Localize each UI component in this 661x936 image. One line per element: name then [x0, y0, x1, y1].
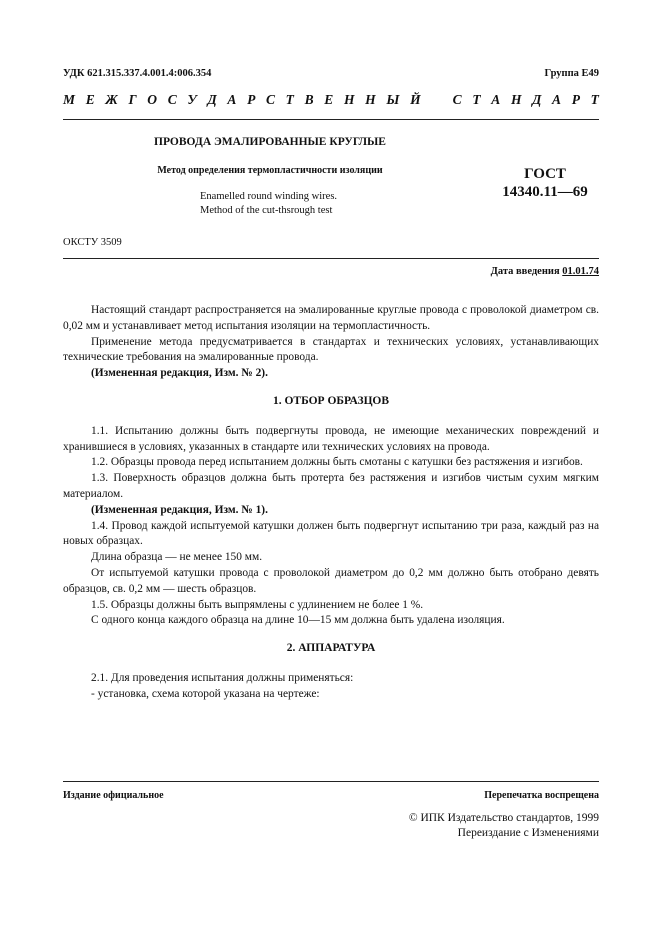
- section-heading-sampling: 1. ОТБОР ОБРАЗЦОВ: [272, 394, 390, 407]
- udk-code: УДК 621.315.337.4.001.4:006.354: [63, 68, 212, 79]
- heading-letter: Н: [343, 92, 355, 107]
- heading-letter: Т: [590, 92, 599, 107]
- header-divider: [63, 119, 599, 120]
- heading-letter: Е: [85, 92, 95, 107]
- gost-label: ГОСТ: [524, 166, 566, 182]
- intro-paragraph: Настоящий стандарт распространяется на эмалированные круглые провода с проволокой диаметром св. 0,02 мм и устанавливает метод испытания изоляции на термопластичность.: [63, 304, 599, 332]
- heading-letter: С: [167, 92, 177, 107]
- clause-1-5: 1.5. Образцы должны быть выпрямлены с удлинением не более 1 %.: [91, 598, 424, 611]
- sample-length: Длина образца — не менее 150 мм.: [91, 551, 263, 564]
- english-title-line-1: Enamelled round winding wires.: [200, 191, 338, 202]
- gost-designation: [490, 165, 600, 201]
- heading-letter: Н: [510, 92, 522, 107]
- amendment-note: (Измененная редакция, Изм. № 1).: [91, 503, 268, 516]
- effective-date: [491, 266, 599, 277]
- heading-letter: Т: [472, 92, 481, 107]
- heading-letter: А: [552, 92, 562, 107]
- effective-date-value: 01.01.74: [562, 266, 599, 277]
- heading-letter: А: [491, 92, 501, 107]
- copyright: © ИПК Издательство стандартов, 1999: [408, 812, 599, 824]
- intro-paragraph: Применение метода предусматривается в стандартах и технических условиях, устанавливающих технические требования на эмалированные провода.: [63, 335, 599, 364]
- copyright-block: [409, 811, 599, 841]
- heading-letter: Р: [571, 92, 580, 107]
- effective-date-label: Дата введения: [490, 266, 560, 277]
- gost-number: 14340.11—69: [502, 184, 588, 200]
- heading-letter: Г: [128, 92, 137, 107]
- heading-letter: Д: [207, 92, 217, 107]
- group-code: Группа Е49: [544, 68, 599, 79]
- heading-letter: С: [452, 92, 462, 107]
- clause-1-2: 1.2. Образцы провода перед испытанием должны быть смотаны с катушки без растяжения и изгибов.: [91, 456, 583, 469]
- document-body: [63, 303, 599, 703]
- insulation-removal: С одного конца каждого образца на длине 10—15 мм должна быть удалена изоляция.: [91, 614, 505, 627]
- heading-letter: Е: [324, 92, 334, 107]
- heading-letter: Й: [410, 92, 421, 107]
- footer-divider: [63, 781, 599, 782]
- heading-letter: С: [265, 92, 275, 107]
- english-title-line-2: Method of the cut-thsrough test: [200, 205, 333, 216]
- sample-count: От испытуемой катушки провода с проволокой диаметром до 0,2 мм должно быть отобрано девять образцов, св. 0,2 мм — шесть образцов.: [63, 566, 599, 595]
- english-title: [200, 190, 337, 218]
- heading-letter: Ы: [386, 92, 400, 107]
- document-subtitle: Метод определения термопластичности изоляции: [157, 165, 383, 176]
- reissue-note: Переиздание с Изменениями: [457, 827, 599, 839]
- clause-1-3: 1.3. Поверхность образцов должна быть протерта без растяжения и изгибов чистым сухим мягким материалом.: [63, 472, 599, 500]
- heading-letter: Д: [532, 92, 542, 107]
- clause-2-1: 2.1. Для проведения испытания должны применяться:: [91, 671, 354, 684]
- standard-type-heading: [63, 92, 599, 108]
- clause-1-4: 1.4. Провод каждой испытуемой катушки должен быть подвергнут испытанию три раза, каждый раз на новых образцах.: [63, 519, 599, 548]
- heading-letter: В: [304, 92, 314, 107]
- oksty-divider: [63, 258, 599, 259]
- reprint-prohibited: Перепечатка воспрещена: [484, 790, 599, 801]
- document-title: ПРОВОДА ЭМАЛИРОВАННЫЕ КРУГЛЫЕ: [154, 136, 386, 148]
- clause-1-1: 1.1. Испытанию должны быть подвергнуты провода, не имеющие механических повреждений и хранившиеся в условиях, указанных в стандарте или технических условиях на провода.: [63, 424, 599, 453]
- heading-letter: Т: [285, 92, 294, 107]
- official-edition: Издание официальное: [63, 790, 164, 801]
- heading-letter: А: [227, 92, 237, 107]
- heading-letter: О: [147, 92, 158, 107]
- section-heading-apparatus: 2. АППАРАТУРА: [286, 642, 376, 655]
- heading-letter: Н: [365, 92, 376, 107]
- heading-letter: У: [187, 92, 197, 107]
- oksty-code: ОКСТУ 3509: [63, 237, 122, 248]
- apparatus-item: - установка, схема которой указана на чертеже:: [91, 687, 320, 700]
- heading-letter: Р: [247, 92, 256, 107]
- amendment-note: (Измененная редакция, Изм. № 2).: [91, 367, 268, 380]
- heading-letter: Ж: [105, 92, 118, 107]
- heading-letter: М: [63, 92, 76, 107]
